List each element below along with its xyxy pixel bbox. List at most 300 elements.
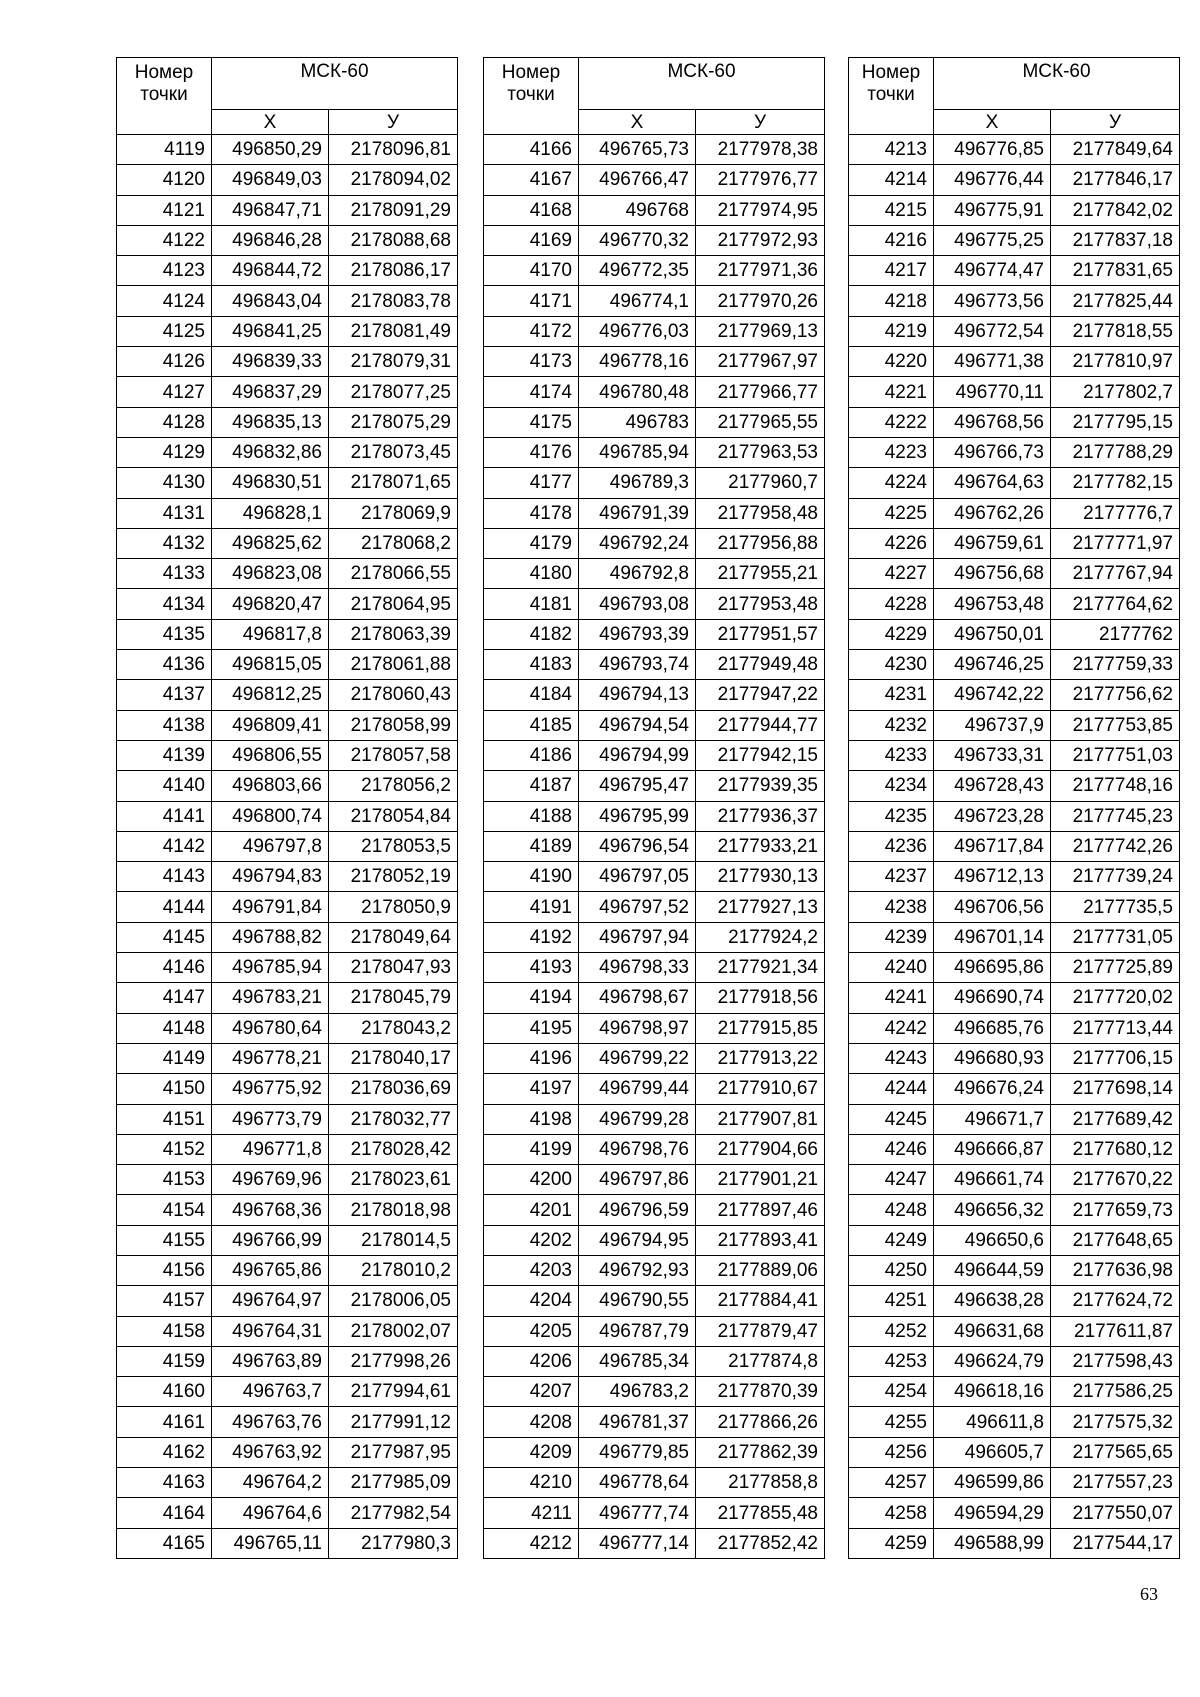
x-cell: 496847,71 (212, 195, 329, 225)
x-cell: 496770,11 (934, 377, 1051, 407)
y-cell: 2177889,06 (696, 1255, 825, 1285)
point-number-cell: 4195 (484, 1013, 579, 1043)
y-cell: 2178096,81 (329, 135, 458, 165)
x-cell: 496778,64 (579, 1468, 696, 1498)
point-number-cell: 4223 (849, 437, 934, 467)
table-row (849, 1316, 1180, 1346)
point-number-cell: 4170 (484, 256, 579, 286)
point-number-cell: 4191 (484, 892, 579, 922)
point-number-cell: 4193 (484, 953, 579, 983)
table-row (849, 286, 1180, 316)
page-number: 63 (1140, 1584, 1158, 1604)
x-cell: 496793,08 (579, 589, 696, 619)
y-cell: 2177788,29 (1051, 437, 1180, 467)
table-row (117, 650, 458, 680)
x-cell: 496661,74 (934, 1165, 1051, 1195)
table-row (484, 377, 825, 407)
y-cell: 2177915,85 (696, 1013, 825, 1043)
x-cell: 496796,54 (579, 831, 696, 861)
y-cell: 2177725,89 (1051, 953, 1180, 983)
x-cell: 496793,74 (579, 650, 696, 680)
point-number-cell: 4164 (117, 1498, 212, 1528)
point-number-cell: 4159 (117, 1346, 212, 1376)
table-row (484, 1498, 825, 1528)
x-cell: 496763,92 (212, 1437, 329, 1467)
point-number-cell: 4171 (484, 286, 579, 316)
point-number-cell: 4224 (849, 468, 934, 498)
table-row (484, 195, 825, 225)
x-cell: 496776,03 (579, 316, 696, 346)
table-row (117, 740, 458, 770)
x-cell: 496799,22 (579, 1043, 696, 1073)
y-cell: 2177575,32 (1051, 1407, 1180, 1437)
point-number-cell: 4213 (849, 135, 934, 165)
y-cell: 2178061,88 (329, 650, 458, 680)
y-cell: 2178060,43 (329, 680, 458, 710)
x-cell: 496830,51 (212, 468, 329, 498)
x-cell: 496788,82 (212, 922, 329, 952)
y-cell: 2177927,13 (696, 892, 825, 922)
x-cell: 496778,16 (579, 347, 696, 377)
x-cell: 496779,85 (579, 1437, 696, 1467)
y-cell: 2177586,25 (1051, 1377, 1180, 1407)
table-row (117, 498, 458, 528)
point-number-cell: 4153 (117, 1165, 212, 1195)
point-number-cell: 4139 (117, 740, 212, 770)
y-cell: 2177930,13 (696, 862, 825, 892)
point-number-cell: 4232 (849, 710, 934, 740)
y-cell: 2177949,48 (696, 650, 825, 680)
point-number-cell: 4175 (484, 407, 579, 437)
point-number-cell: 4207 (484, 1377, 579, 1407)
x-cell: 496798,76 (579, 1134, 696, 1164)
y-cell: 2177958,48 (696, 498, 825, 528)
table-row (117, 680, 458, 710)
point-number-cell: 4229 (849, 619, 934, 649)
table-row (849, 195, 1180, 225)
y-cell: 2177884,41 (696, 1286, 825, 1316)
table-row (849, 650, 1180, 680)
point-number-cell: 4206 (484, 1346, 579, 1376)
table-row (117, 468, 458, 498)
y-cell: 2178036,69 (329, 1074, 458, 1104)
y-cell: 2178054,84 (329, 801, 458, 831)
y-cell: 2178069,9 (329, 498, 458, 528)
table-row (849, 892, 1180, 922)
y-cell: 2177795,15 (1051, 407, 1180, 437)
table-row (849, 1134, 1180, 1164)
x-cell: 496706,56 (934, 892, 1051, 922)
x-cell: 496785,34 (579, 1346, 696, 1376)
coordinates-table-3 (848, 57, 1180, 1559)
y-cell: 2177636,98 (1051, 1255, 1180, 1285)
table-row (484, 347, 825, 377)
x-cell: 496787,79 (579, 1316, 696, 1346)
table-row (484, 983, 825, 1013)
x-cell: 496850,29 (212, 135, 329, 165)
point-number-cell: 4198 (484, 1104, 579, 1134)
y-cell: 2177550,07 (1051, 1498, 1180, 1528)
x-cell: 496794,83 (212, 862, 329, 892)
table-row (484, 1468, 825, 1498)
x-cell: 496775,92 (212, 1074, 329, 1104)
point-number-cell: 4161 (117, 1407, 212, 1437)
x-cell: 496644,59 (934, 1255, 1051, 1285)
point-number-cell: 4130 (117, 468, 212, 498)
y-cell: 2178066,55 (329, 559, 458, 589)
point-number-cell: 4222 (849, 407, 934, 437)
point-number-cell: 4196 (484, 1043, 579, 1073)
table-row (117, 1286, 458, 1316)
point-number-cell: 4131 (117, 498, 212, 528)
x-cell: 496794,99 (579, 740, 696, 770)
table-row (849, 1013, 1180, 1043)
table-row (484, 1225, 825, 1255)
table-row (849, 862, 1180, 892)
x-cell: 496742,22 (934, 680, 1051, 710)
point-number-cell: 4244 (849, 1074, 934, 1104)
point-number-cell: 4230 (849, 650, 934, 680)
x-header: Х (579, 110, 696, 135)
y-cell: 2178006,05 (329, 1286, 458, 1316)
table-row (117, 165, 458, 195)
point-number-cell: 4185 (484, 710, 579, 740)
point-number-cell: 4249 (849, 1225, 934, 1255)
x-cell: 496781,37 (579, 1407, 696, 1437)
y-cell: 2177955,21 (696, 559, 825, 589)
table-row (117, 1437, 458, 1467)
y-cell: 2177745,23 (1051, 801, 1180, 831)
point-number-cell: 4242 (849, 1013, 934, 1043)
x-cell: 496783,2 (579, 1377, 696, 1407)
table-row (849, 1225, 1180, 1255)
y-cell: 2177624,72 (1051, 1286, 1180, 1316)
y-cell: 2177967,97 (696, 347, 825, 377)
point-number-cell: 4146 (117, 953, 212, 983)
x-cell: 496844,72 (212, 256, 329, 286)
table-row (849, 528, 1180, 558)
point-number-cell: 4134 (117, 589, 212, 619)
table-row (117, 559, 458, 589)
table-row (849, 1407, 1180, 1437)
x-cell: 496815,05 (212, 650, 329, 680)
x-cell: 496783,21 (212, 983, 329, 1013)
point-number-cell: 4119 (117, 135, 212, 165)
x-cell: 496794,95 (579, 1225, 696, 1255)
x-cell: 496839,33 (212, 347, 329, 377)
y-cell: 2177936,37 (696, 801, 825, 831)
y-cell: 2177866,26 (696, 1407, 825, 1437)
table-row (117, 892, 458, 922)
point-number-cell: 4168 (484, 195, 579, 225)
y-cell: 2178052,19 (329, 862, 458, 892)
table-row (484, 680, 825, 710)
table-row (484, 498, 825, 528)
point-number-cell: 4243 (849, 1043, 934, 1073)
y-cell: 2178047,93 (329, 953, 458, 983)
point-number-cell: 4142 (117, 831, 212, 861)
y-header: У (696, 110, 825, 135)
y-cell: 2177862,39 (696, 1437, 825, 1467)
point-number-cell: 4152 (117, 1134, 212, 1164)
point-number-cell: 4156 (117, 1255, 212, 1285)
x-cell: 496770,32 (579, 225, 696, 255)
y-cell: 2177897,46 (696, 1195, 825, 1225)
point-number-cell: 4182 (484, 619, 579, 649)
x-cell: 496772,35 (579, 256, 696, 286)
table-row (117, 1225, 458, 1255)
table-row (849, 165, 1180, 195)
point-number-cell: 4237 (849, 862, 934, 892)
y-cell: 2178018,98 (329, 1195, 458, 1225)
table-row (117, 377, 458, 407)
point-number-cell: 4128 (117, 407, 212, 437)
table-row (849, 1377, 1180, 1407)
table-row (117, 862, 458, 892)
y-cell: 2178077,25 (329, 377, 458, 407)
point-number-cell: 4150 (117, 1074, 212, 1104)
x-cell: 496618,16 (934, 1377, 1051, 1407)
x-cell: 496690,74 (934, 983, 1051, 1013)
table-row (484, 1377, 825, 1407)
table-row (849, 1255, 1180, 1285)
y-cell: 2177753,85 (1051, 710, 1180, 740)
table-row (849, 135, 1180, 165)
x-cell: 496849,03 (212, 165, 329, 195)
y-cell: 2178068,2 (329, 528, 458, 558)
y-cell: 2177771,97 (1051, 528, 1180, 558)
y-cell: 2177956,88 (696, 528, 825, 558)
table-row (117, 1316, 458, 1346)
point-number-cell: 4167 (484, 165, 579, 195)
table-row (484, 1104, 825, 1134)
table-row (117, 1165, 458, 1195)
table-row (484, 1043, 825, 1073)
point-number-cell: 4129 (117, 437, 212, 467)
y-cell: 2177904,66 (696, 1134, 825, 1164)
y-cell: 2177910,67 (696, 1074, 825, 1104)
table-row (849, 1195, 1180, 1225)
x-cell: 496766,99 (212, 1225, 329, 1255)
y-cell: 2177960,7 (696, 468, 825, 498)
table-row (849, 1468, 1180, 1498)
point-number-cell: 4235 (849, 801, 934, 831)
y-cell: 2178053,5 (329, 831, 458, 861)
point-number-cell: 4228 (849, 589, 934, 619)
y-cell: 2178088,68 (329, 225, 458, 255)
y-cell: 2177991,12 (329, 1407, 458, 1437)
y-cell: 2177611,87 (1051, 1316, 1180, 1346)
x-cell: 496796,59 (579, 1195, 696, 1225)
table-row (484, 1013, 825, 1043)
y-cell: 2177689,42 (1051, 1104, 1180, 1134)
point-number-cell: 4165 (117, 1528, 212, 1558)
point-number-cell: 4121 (117, 195, 212, 225)
table-row (117, 1074, 458, 1104)
point-number-cell: 4141 (117, 801, 212, 831)
table-row (849, 831, 1180, 861)
table-row (484, 801, 825, 831)
point-number-cell: 4251 (849, 1286, 934, 1316)
table-row (484, 710, 825, 740)
point-number-cell: 4190 (484, 862, 579, 892)
y-cell: 2177969,13 (696, 316, 825, 346)
y-cell: 2177980,3 (329, 1528, 458, 1558)
x-header: Х (212, 110, 329, 135)
point-number-cell: 4169 (484, 225, 579, 255)
x-cell: 496809,41 (212, 710, 329, 740)
point-number-cell: 4151 (117, 1104, 212, 1134)
table-row (117, 831, 458, 861)
y-cell: 2178079,31 (329, 347, 458, 377)
table-row (849, 1498, 1180, 1528)
y-cell: 2177831,65 (1051, 256, 1180, 286)
y-cell: 2177742,26 (1051, 831, 1180, 861)
table-row (117, 771, 458, 801)
y-cell: 2177731,05 (1051, 922, 1180, 952)
y-cell: 2177982,54 (329, 1498, 458, 1528)
point-number-cell: 4174 (484, 377, 579, 407)
table-row (849, 953, 1180, 983)
x-cell: 496780,48 (579, 377, 696, 407)
y-cell: 2177970,26 (696, 286, 825, 316)
point-number-cell: 4202 (484, 1225, 579, 1255)
x-cell: 496638,28 (934, 1286, 1051, 1316)
table-row (117, 1043, 458, 1073)
table-row (484, 619, 825, 649)
x-cell: 496774,47 (934, 256, 1051, 286)
x-cell: 496771,38 (934, 347, 1051, 377)
y-cell: 2177849,64 (1051, 135, 1180, 165)
y-cell: 2178094,02 (329, 165, 458, 195)
y-cell: 2177598,43 (1051, 1346, 1180, 1376)
y-cell: 2177713,44 (1051, 1013, 1180, 1043)
x-cell: 496717,84 (934, 831, 1051, 861)
y-cell: 2177921,34 (696, 953, 825, 983)
point-number-cell: 4225 (849, 498, 934, 528)
point-number-cell: 4127 (117, 377, 212, 407)
table-row (117, 589, 458, 619)
x-cell: 496656,32 (934, 1195, 1051, 1225)
table-row (484, 225, 825, 255)
y-cell: 2177924,2 (696, 922, 825, 952)
table-row (849, 498, 1180, 528)
point-number-cell: 4176 (484, 437, 579, 467)
table-row (117, 801, 458, 831)
y-cell: 2177944,77 (696, 710, 825, 740)
point-number-cell: 4227 (849, 559, 934, 589)
point-number-cell: 4132 (117, 528, 212, 558)
table-row (484, 1074, 825, 1104)
x-cell: 496765,11 (212, 1528, 329, 1558)
table-row (484, 165, 825, 195)
point-number-header: Номер точки (117, 58, 212, 135)
x-cell: 496712,13 (934, 862, 1051, 892)
table-row (484, 1286, 825, 1316)
table-row (484, 1316, 825, 1346)
table-row (484, 740, 825, 770)
point-number-cell: 4124 (117, 286, 212, 316)
point-number-cell: 4200 (484, 1165, 579, 1195)
y-cell: 2177565,65 (1051, 1437, 1180, 1467)
table-row (484, 1195, 825, 1225)
point-number-cell: 4178 (484, 498, 579, 528)
table-row (849, 1165, 1180, 1195)
point-number-cell: 4123 (117, 256, 212, 286)
table-row (849, 468, 1180, 498)
x-cell: 496776,44 (934, 165, 1051, 195)
x-cell: 496825,62 (212, 528, 329, 558)
point-number-cell: 4140 (117, 771, 212, 801)
x-cell: 496764,97 (212, 1286, 329, 1316)
table-row (849, 1528, 1180, 1558)
x-cell: 496806,55 (212, 740, 329, 770)
point-number-cell: 4197 (484, 1074, 579, 1104)
point-number-cell: 4217 (849, 256, 934, 286)
x-cell: 496774,1 (579, 286, 696, 316)
x-cell: 496676,24 (934, 1074, 1051, 1104)
point-number-cell: 4252 (849, 1316, 934, 1346)
x-cell: 496823,08 (212, 559, 329, 589)
table-row (484, 437, 825, 467)
x-cell: 496812,25 (212, 680, 329, 710)
point-number-cell: 4240 (849, 953, 934, 983)
x-cell: 496764,63 (934, 468, 1051, 498)
point-number-cell: 4158 (117, 1316, 212, 1346)
x-cell: 496763,76 (212, 1407, 329, 1437)
point-number-cell: 4215 (849, 195, 934, 225)
table-row (484, 831, 825, 861)
x-cell: 496785,94 (579, 437, 696, 467)
table-row (849, 1074, 1180, 1104)
x-cell: 496599,86 (934, 1468, 1051, 1498)
table-row (484, 559, 825, 589)
table-row (117, 195, 458, 225)
y-cell: 2178028,42 (329, 1134, 458, 1164)
table-row (849, 256, 1180, 286)
y-cell: 2177842,02 (1051, 195, 1180, 225)
y-cell: 2177762 (1051, 619, 1180, 649)
x-cell: 496776,85 (934, 135, 1051, 165)
y-cell: 2178014,5 (329, 1225, 458, 1255)
y-cell: 2177976,77 (696, 165, 825, 195)
point-number-cell: 4246 (849, 1134, 934, 1164)
y-cell: 2177748,16 (1051, 771, 1180, 801)
y-cell: 2177966,77 (696, 377, 825, 407)
y-cell: 2177965,55 (696, 407, 825, 437)
y-cell: 2177670,22 (1051, 1165, 1180, 1195)
y-cell: 2177874,8 (696, 1346, 825, 1376)
x-cell: 496666,87 (934, 1134, 1051, 1164)
y-cell: 2178049,64 (329, 922, 458, 952)
x-cell: 496762,26 (934, 498, 1051, 528)
x-cell: 496733,31 (934, 740, 1051, 770)
x-cell: 496756,68 (934, 559, 1051, 589)
x-cell: 496799,28 (579, 1104, 696, 1134)
y-cell: 2177974,95 (696, 195, 825, 225)
table-row (849, 347, 1180, 377)
table-row (117, 256, 458, 286)
x-cell: 496795,47 (579, 771, 696, 801)
y-cell: 2177953,48 (696, 589, 825, 619)
point-number-cell: 4259 (849, 1528, 934, 1558)
point-number-cell: 4253 (849, 1346, 934, 1376)
coordinates-table-2 (483, 57, 825, 1559)
table-row (484, 589, 825, 619)
x-cell: 496837,29 (212, 377, 329, 407)
point-number-cell: 4234 (849, 771, 934, 801)
y-cell: 2177739,24 (1051, 862, 1180, 892)
